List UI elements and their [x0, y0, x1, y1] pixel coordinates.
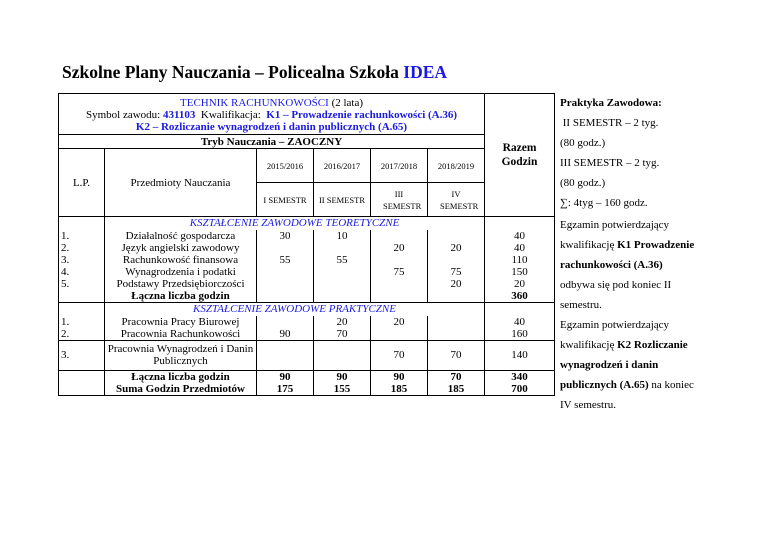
table-row: 1. Pracownia Pracy Biurowej 20 20 40 — [59, 316, 555, 328]
table-row: 2. Pracownia Rachunkowości 90 70 160 — [59, 328, 555, 341]
internship-line: III SEMESTR – 2 tyg. — [560, 157, 660, 169]
total-hours-header: Razem Godzin — [485, 94, 555, 217]
semester-header: I SEMESTR — [257, 183, 314, 217]
header-row — [59, 94, 555, 135]
internship-heading: Praktyka Zawodowa: — [560, 97, 662, 109]
page-title — [62, 62, 447, 83]
internship-line: II SEMESTR – 2 tyg. — [560, 117, 659, 129]
table-row: 2. Język angielski zawodowy 20 20 40 — [59, 242, 555, 254]
teaching-mode: Tryb Nauczania – ZAOCZNY — [59, 135, 485, 149]
exam-note-k1: Egzamin potwierdzający kwalifikację K1 Prowadzenie rachunkowości (A.36) odbywa się pod koniec II semestru. — [560, 219, 695, 311]
table-row: 5. Podstawy Przedsiębiorczości 20 20 — [59, 278, 555, 290]
study-plan-table — [58, 93, 555, 396]
plan-header — [59, 94, 485, 135]
school-name: IDEA — [403, 62, 448, 82]
profession-name: TECHNIK RACHUNKOWOŚCI — [180, 97, 329, 109]
subjects-header: Przedmioty Nauczania — [105, 149, 257, 217]
internship-total: ∑: 4tyg – 160 godz. — [560, 197, 648, 209]
qual-label: Kwalifikacja: — [195, 109, 267, 121]
year-header: 2016/2017 — [314, 149, 371, 183]
theory-sum-row: Łączna liczba godzin 360 — [59, 290, 555, 303]
year-header: 2015/2016 — [257, 149, 314, 183]
qualification-k2: K2 – Rozliczanie wynagrodzeń i danin publicznych (A.65) — [135, 121, 408, 133]
exam-note-k2: Egzamin potwierdzający kwalifikację K2 Rozliczanie wynagrodzeń i danin publicznych (A.65) na koniec IV semestru. — [560, 319, 694, 411]
theory-heading: KSZTAŁCENIE ZAWODOWE TEORETYCZNE — [105, 217, 485, 230]
table-row: 4. Wynagrodzenia i podatki 75 75 150 — [59, 266, 555, 278]
semester-header: III SEMESTR — [371, 183, 428, 217]
table-row: 1. Działalność gospodarcza 30 10 40 — [59, 230, 555, 242]
table-row: 3. Rachunkowość finansowa 55 55 110 — [59, 254, 555, 266]
semester-header: IV SEMESTR — [428, 183, 485, 217]
symbol-label: Symbol zawodu: — [85, 109, 163, 121]
qualification-k1: K1 – Prowadzenie rachunkowości (A.36) — [266, 109, 458, 121]
title-prefix: Szkolne Plany Nauczania – Policealna Szkoła — [62, 62, 404, 82]
internship-line: (80 godz.) — [560, 177, 606, 189]
lp-header: L.P. — [59, 149, 105, 217]
year-header: 2018/2019 — [428, 149, 485, 183]
year-header: 2017/2018 — [371, 149, 428, 183]
practice-sum-row: Łączna liczba godzin 90 90 90 70 340 — [59, 370, 555, 383]
semester-header: II SEMESTR — [314, 183, 371, 217]
symbol-value: 431103 — [162, 109, 196, 121]
practice-heading: KSZTAŁCENIE ZAWODOWE PRAKTYCZNE — [105, 303, 485, 316]
internship-notes — [560, 93, 700, 415]
table-row: 3. Pracownia Wynagrodzeń i Danin Publicznych 70 70 140 — [59, 340, 555, 370]
internship-line: (80 godz.) — [560, 137, 606, 149]
grand-total-row: Suma Godzin Przedmiotów 175 155 185 185 700 — [59, 383, 555, 396]
duration: (2 lata) — [328, 97, 364, 109]
